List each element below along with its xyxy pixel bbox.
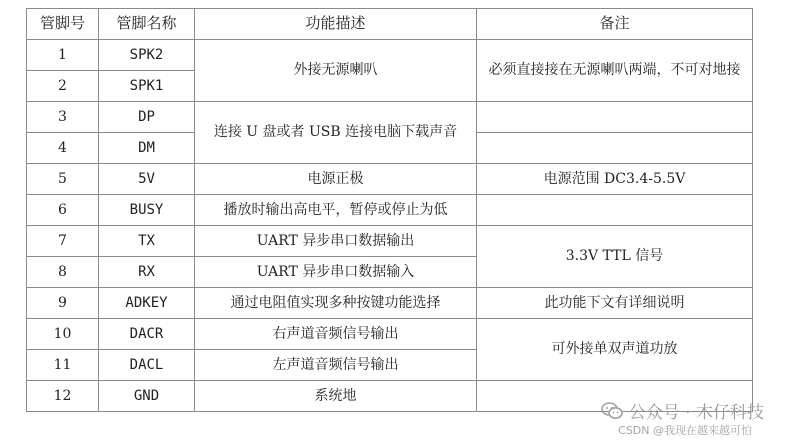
note-empty (477, 195, 753, 226)
pin-name: 5V (99, 164, 195, 195)
note-power: 电源范围 DC3.4-5.5V (477, 164, 753, 195)
pin-number: 11 (27, 350, 99, 381)
table-header-row (27, 9, 753, 40)
function-tx: UART 异步串口数据输出 (195, 226, 477, 257)
note-empty (477, 102, 753, 133)
watermark-subtext: CSDN @我现在越来越可怕 (618, 424, 752, 437)
function-dacr: 右声道音频信号输出 (195, 319, 477, 350)
pin-name: RX (99, 257, 195, 288)
function-speaker: 外接无源喇叭 (195, 40, 477, 102)
pin-number: 8 (27, 257, 99, 288)
note-dac: 可外接单双声道功放 (477, 319, 753, 381)
function-rx: UART 异步串口数据输入 (195, 257, 477, 288)
pin-number: 4 (27, 133, 99, 164)
watermark (601, 398, 764, 423)
function-gnd: 系统地 (195, 381, 477, 412)
pin-number: 5 (27, 164, 99, 195)
pin-name: GND (99, 381, 195, 412)
header-function: 功能描述 (195, 9, 477, 40)
pin-name: DP (99, 102, 195, 133)
note-speaker: 必须直接接在无源喇叭两端，不可对地接 (477, 40, 753, 102)
note-uart: 3.3V TTL 信号 (477, 226, 753, 288)
pin-name: SPK2 (99, 40, 195, 71)
table-row (27, 319, 753, 350)
header-pin-number: 管脚号 (27, 9, 99, 40)
function-usb: 连接 U 盘或者 USB 连接电脑下载声音 (195, 102, 477, 164)
function-dacl: 左声道音频信号输出 (195, 350, 477, 381)
pin-name: DACL (99, 350, 195, 381)
pin-number: 10 (27, 319, 99, 350)
pin-number: 12 (27, 381, 99, 412)
pin-name: SPK1 (99, 71, 195, 102)
pin-name: TX (99, 226, 195, 257)
pin-name: DM (99, 133, 195, 164)
pin-number: 2 (27, 71, 99, 102)
pin-name: ADKEY (99, 288, 195, 319)
pin-name: BUSY (99, 195, 195, 226)
pin-number: 1 (27, 40, 99, 71)
note-adkey: 此功能下文有详细说明 (477, 288, 753, 319)
pin-number: 6 (27, 195, 99, 226)
table-row (27, 40, 753, 71)
pin-name: DACR (99, 319, 195, 350)
table-row (27, 164, 753, 195)
function-power: 电源正极 (195, 164, 477, 195)
wechat-icon (601, 402, 623, 420)
table-row (27, 102, 753, 133)
function-adkey: 通过电阻值实现多种按键功能选择 (195, 288, 477, 319)
pin-number: 3 (27, 102, 99, 133)
table-row (27, 226, 753, 257)
function-busy: 播放时输出高电平，暂停或停止为低 (195, 195, 477, 226)
pin-number: 7 (27, 226, 99, 257)
header-remark: 备注 (477, 9, 753, 40)
table-row (27, 195, 753, 226)
header-pin-name: 管脚名称 (99, 9, 195, 40)
table-row (27, 288, 753, 319)
pin-number: 9 (27, 288, 99, 319)
pin-definition-table (26, 8, 753, 412)
watermark-text: 公众号 · 木仔科技 (628, 403, 764, 423)
note-empty (477, 133, 753, 164)
